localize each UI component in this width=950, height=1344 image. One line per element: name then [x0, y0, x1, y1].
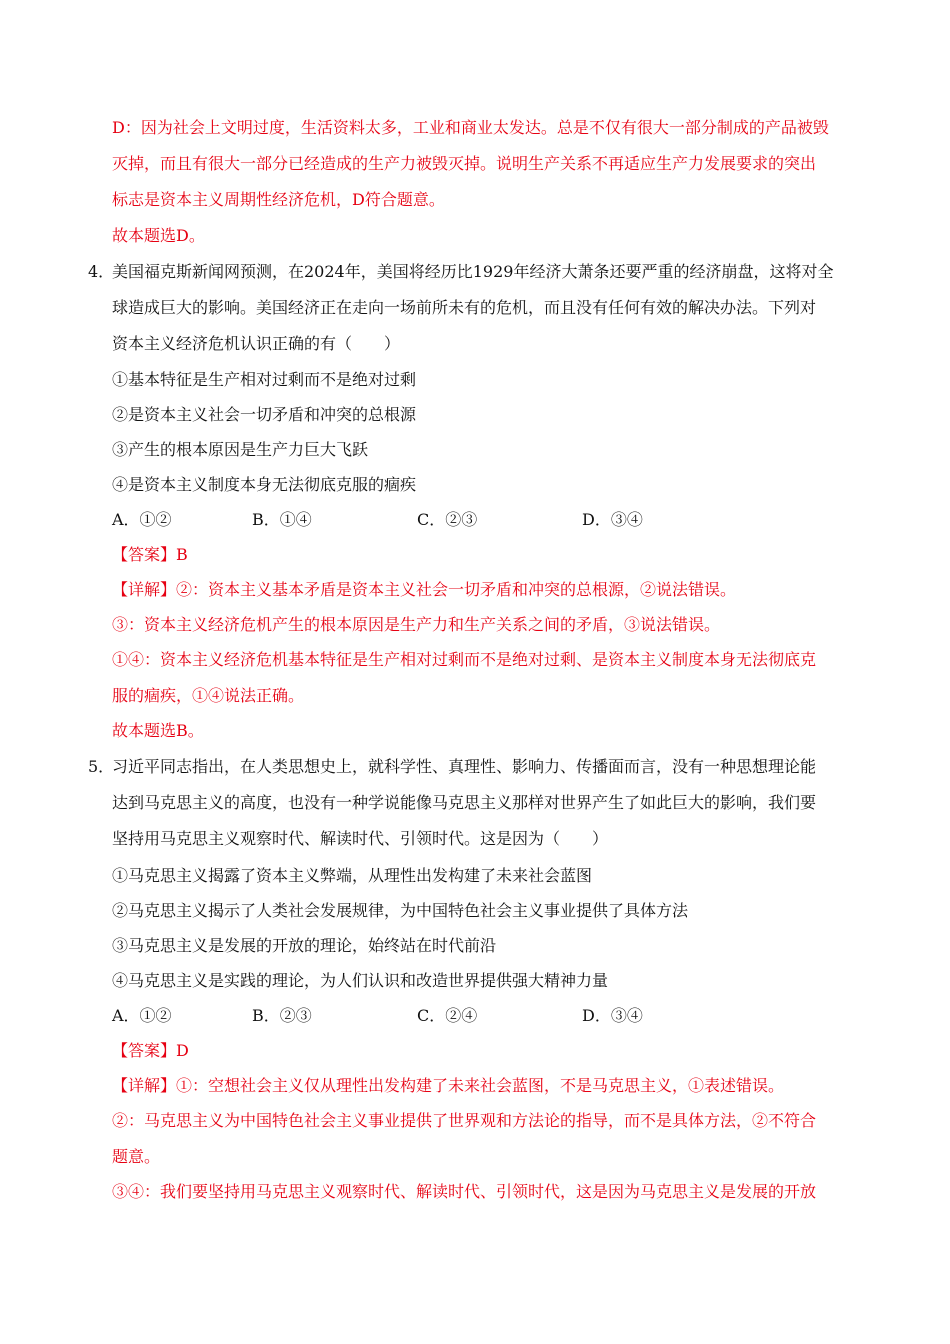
question-5-option-b: B．②③	[252, 1006, 312, 1025]
prev-analysis-line: 灭掉，而且有很大一部分已经造成的生产力被毁灭掉。说明生产关系不再适应生产力发展要求的突出	[112, 154, 817, 173]
question-4-statement: ②是资本主义社会一切矛盾和冲突的总根源	[112, 405, 417, 424]
question-4-answer: 【答案】B	[112, 545, 188, 564]
question-4-number: 4．	[88, 262, 115, 281]
question-5-option-a: A．①②	[112, 1006, 172, 1025]
question-4-statement: ①基本特征是生产相对过剩而不是绝对过剩	[112, 370, 417, 389]
question-5-answer: 【答案】D	[112, 1041, 189, 1060]
question-4-conclusion: 故本题选B。	[112, 721, 204, 740]
question-4-stem: 资本主义经济危机认识正确的有（ ）	[112, 334, 401, 353]
question-5-statement: ④马克思主义是实践的理论，为人们认识和改造世界提供强大精神力量	[112, 971, 609, 990]
question-4-option-a: A．①②	[112, 510, 172, 529]
question-5-statement: ①马克思主义揭露了资本主义弊端，从理性出发构建了未来社会蓝图	[112, 866, 593, 885]
question-5-stem: 坚持用马克思主义观察时代、解读时代、引领时代。这是因为（ ）	[112, 829, 609, 848]
question-4-stem: 美国福克斯新闻网预测，在2024年，美国将经历比1929年经济大萧条还要严重的经济崩盘，这将对全	[112, 262, 834, 281]
question-5-option-d: D．③④	[582, 1006, 643, 1025]
question-4-analysis: 服的痼疾，①④说法正确。	[112, 686, 305, 705]
question-5-statement: ③马克思主义是发展的开放的理论，始终站在时代前沿	[112, 936, 497, 955]
question-4-option-d: D．③④	[582, 510, 643, 529]
question-4-analysis: ①④：资本主义经济危机基本特征是生产相对过剩而不是绝对过剩、是资本主义制度本身无法彻底克	[112, 650, 817, 669]
question-4-stem: 球造成巨大的影响。美国经济正在走向一场前所未有的危机，而且没有任何有效的解决办法。下列对	[112, 298, 817, 317]
question-5-analysis: ③④：我们要坚持用马克思主义观察时代、解读时代、引领时代，这是因为马克思主义是发展的开放	[112, 1182, 817, 1201]
question-5-option-c: C．②④	[417, 1006, 478, 1025]
question-5-analysis: 【详解】①：空想社会主义仅从理性出发构建了未来社会蓝图，不是马克思主义，①表述错误。	[112, 1076, 785, 1095]
question-4-analysis: 【详解】②：资本主义基本矛盾是资本主义社会一切矛盾和冲突的总根源，②说法错误。	[112, 580, 737, 599]
question-4-statement: ③产生的根本原因是生产力巨大飞跃	[112, 440, 369, 459]
question-5-number: 5．	[88, 757, 115, 776]
question-5-stem: 达到马克思主义的高度，也没有一种学说能像马克思主义那样对世界产生了如此巨大的影响，我们要	[112, 793, 817, 812]
question-5-analysis: 题意。	[112, 1147, 161, 1166]
question-5-analysis: ②：马克思主义为中国特色社会主义事业提供了世界观和方法论的指导，而不是具体方法，②不符合	[112, 1111, 817, 1130]
prev-analysis-line: 标志是资本主义周期性经济危机，D符合题意。	[112, 190, 445, 209]
question-5-statement: ②马克思主义揭示了人类社会发展规律，为中国特色社会主义事业提供了具体方法	[112, 901, 689, 920]
question-5-stem: 习近平同志指出，在人类思想史上，就科学性、真理性、影响力、传播面而言，没有一种思想理论能	[112, 757, 817, 776]
question-4-option-b: B．①④	[252, 510, 312, 529]
prev-analysis-line: D：因为社会上文明过度，生活资料太多，工业和商业太发达。总是不仅有很大一部分制成的产品被毁	[112, 118, 829, 137]
question-4-analysis: ③：资本主义经济危机产生的根本原因是生产力和生产关系之间的矛盾，③说法错误。	[112, 615, 721, 634]
question-4-statement: ④是资本主义制度本身无法彻底克服的痼疾	[112, 475, 417, 494]
prev-conclusion: 故本题选D。	[112, 226, 205, 245]
question-4-option-c: C．②③	[417, 510, 478, 529]
